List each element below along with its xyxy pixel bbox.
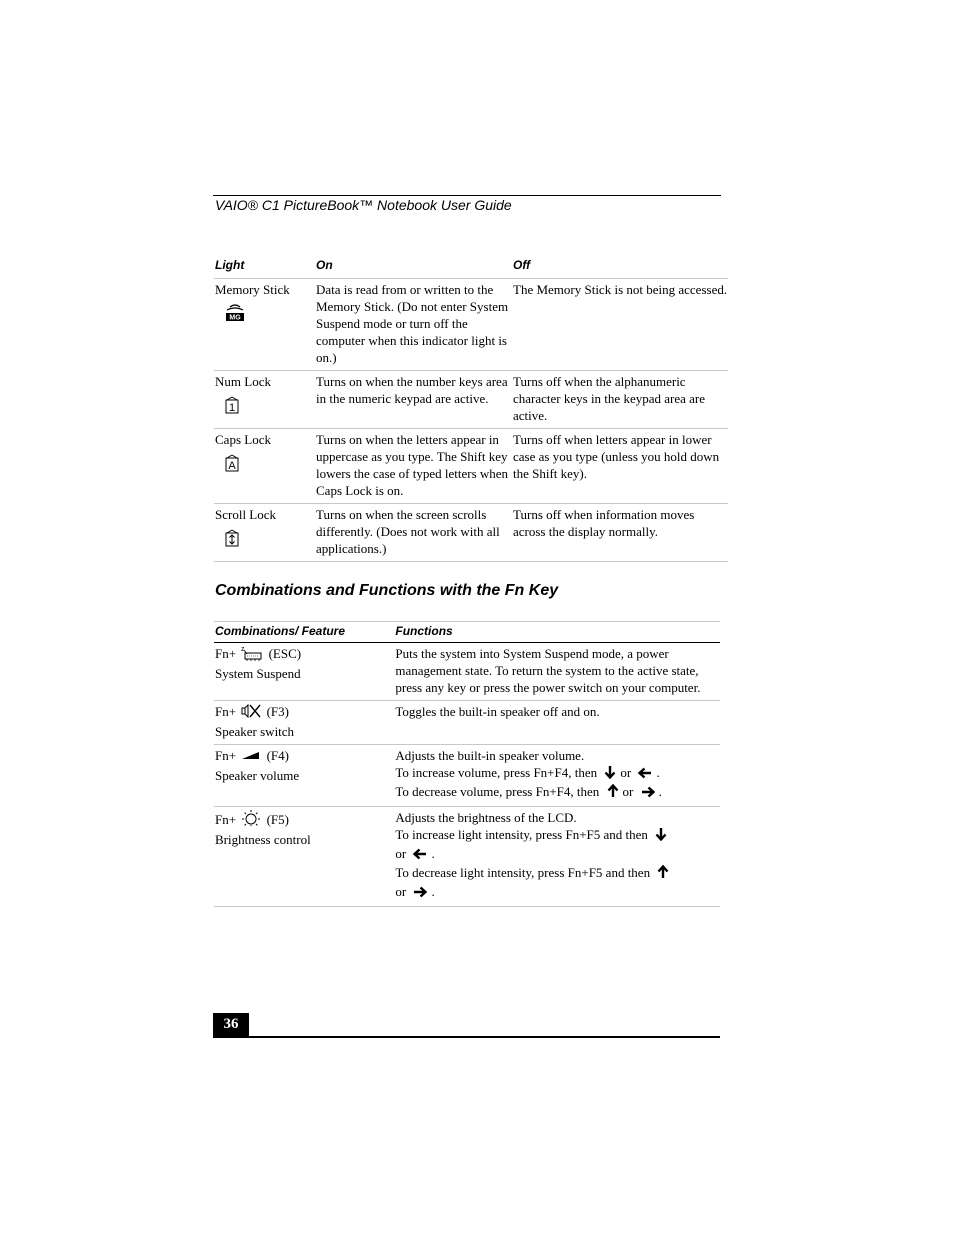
fn-label: Fn+ bbox=[215, 646, 237, 661]
light-cell bbox=[214, 428, 315, 503]
off-description: The Memory Stick is not being accessed. bbox=[512, 278, 728, 370]
table-row bbox=[214, 643, 720, 701]
memory-stick-icon bbox=[224, 304, 246, 326]
column-header-light: Light bbox=[214, 256, 315, 278]
arrow-right-icon bbox=[641, 785, 655, 802]
column-header-on: On bbox=[315, 256, 512, 278]
arrow-down-icon bbox=[655, 827, 667, 845]
arrow-left-icon bbox=[413, 847, 427, 864]
combination-cell bbox=[214, 643, 394, 701]
key-label: (ESC) bbox=[268, 646, 302, 661]
light-cell bbox=[214, 503, 315, 561]
table-row bbox=[214, 428, 728, 503]
key-label: (F5) bbox=[266, 812, 289, 827]
arrow-right-icon bbox=[413, 885, 427, 902]
table-row bbox=[214, 807, 720, 907]
light-name: Num Lock bbox=[215, 373, 271, 389]
increase-text: To increase volume, press Fn+F4, then bbox=[395, 765, 598, 780]
feature-name: System Suspend bbox=[215, 666, 301, 681]
column-header-functions: Functions bbox=[394, 622, 720, 643]
on-description: Turns on when the letters appear in uppercase as you type. The Shift key lowers the case of typed letters when Caps Lock is on. bbox=[315, 428, 512, 503]
combination-cell bbox=[214, 745, 394, 807]
off-description: Turns off when letters appear in lower case as you type (unless you hold down the Shift key). bbox=[512, 428, 728, 503]
light-cell bbox=[214, 370, 315, 428]
num-lock-icon bbox=[224, 396, 240, 418]
section-title: Combinations and Functions with the Fn Key bbox=[215, 582, 559, 599]
on-description: Turns on when the number keys area in the numeric keypad are active. bbox=[315, 370, 512, 428]
table-row bbox=[214, 701, 720, 745]
feature-name: Speaker volume bbox=[215, 768, 300, 783]
or-text: or bbox=[622, 784, 634, 799]
arrow-left-icon bbox=[638, 766, 652, 783]
arrow-up-icon bbox=[657, 865, 669, 883]
combination-cell bbox=[214, 807, 394, 907]
arrow-down-icon bbox=[604, 765, 616, 783]
arrow-up-icon bbox=[607, 784, 619, 802]
feature-name: Speaker switch bbox=[215, 724, 295, 739]
off-description: Turns off when the alphanumeric character keys in the keypad area are active. bbox=[512, 370, 728, 428]
svg-text:A: A bbox=[228, 459, 236, 472]
fn-label: Fn+ bbox=[215, 748, 237, 763]
svg-text:z: z bbox=[241, 646, 245, 653]
brightness-icon bbox=[241, 809, 261, 831]
volume-icon bbox=[241, 749, 261, 767]
footer-rule bbox=[213, 1036, 720, 1038]
light-name: Caps Lock bbox=[215, 431, 271, 447]
increase-instruction bbox=[395, 826, 720, 845]
page-number: 36 bbox=[213, 1013, 249, 1037]
function-description bbox=[394, 745, 720, 807]
key-label: (F4) bbox=[266, 748, 289, 763]
column-header-combinations: Combinations/ Feature bbox=[214, 622, 394, 643]
key-label: (F3) bbox=[266, 704, 289, 719]
increase-instruction: To increase volume, press Fn+F4, then or . bbox=[395, 764, 720, 783]
svg-text:1: 1 bbox=[228, 401, 236, 414]
on-description: Turns on when the screen scrolls differently. (Does not work with all applications.) bbox=[315, 503, 512, 561]
decrease-instruction-continued: or . bbox=[395, 883, 720, 902]
svg-text:MG: MG bbox=[229, 314, 241, 321]
or-text: or bbox=[395, 846, 407, 861]
decrease-text: To decrease light intensity, press Fn+F5 and then bbox=[395, 865, 651, 880]
increase-text: To increase light intensity, press Fn+F5 and then bbox=[395, 827, 648, 842]
decrease-instruction bbox=[395, 864, 720, 883]
function-description: Puts the system into System Suspend mode, a power management state. To return the system to the active state, press any key or press the power switch on your computer. bbox=[394, 643, 720, 701]
increase-instruction-continued: or . bbox=[395, 845, 720, 864]
decrease-instruction: To decrease volume, press Fn+F4, then or . bbox=[395, 783, 720, 802]
table-header-row bbox=[214, 256, 728, 278]
scroll-lock-icon bbox=[224, 529, 240, 551]
light-name: Memory Stick bbox=[215, 281, 290, 297]
function-description bbox=[394, 807, 720, 907]
or-text: or bbox=[620, 765, 632, 780]
off-description: Turns off when information moves across the display normally. bbox=[512, 503, 728, 561]
function-summary: Adjusts the built-in speaker volume. bbox=[395, 748, 585, 763]
suspend-icon bbox=[241, 645, 263, 665]
function-summary: Adjusts the brightness of the LCD. bbox=[395, 810, 577, 825]
or-text: or bbox=[395, 884, 407, 899]
function-description: Toggles the built-in speaker off and on. bbox=[394, 701, 720, 745]
table-row bbox=[214, 503, 728, 561]
caps-lock-icon bbox=[224, 454, 240, 476]
header-rule bbox=[213, 195, 721, 196]
light-name: Scroll Lock bbox=[215, 506, 277, 522]
fn-label: Fn+ bbox=[215, 812, 237, 827]
table-row bbox=[214, 278, 728, 370]
column-header-off: Off bbox=[512, 256, 728, 278]
fn-key-combinations-table bbox=[214, 621, 720, 907]
feature-name: Brightness control bbox=[215, 832, 311, 847]
on-description: Data is read from or written to the Memory Stick. (Do not enter System Suspend mode or turn off the computer when this indicator light is on.) bbox=[315, 278, 512, 370]
fn-label: Fn+ bbox=[215, 704, 237, 719]
indicator-lights-table bbox=[214, 256, 728, 562]
decrease-text: To decrease volume, press Fn+F4, then bbox=[395, 784, 600, 799]
light-cell bbox=[214, 278, 315, 370]
combination-cell bbox=[214, 701, 394, 745]
table-row bbox=[214, 370, 728, 428]
speaker-mute-icon bbox=[241, 703, 261, 723]
table-header-row bbox=[214, 622, 720, 643]
running-header: VAIO® C1 PictureBook™ Notebook User Guide bbox=[215, 197, 512, 213]
table-row bbox=[214, 745, 720, 807]
